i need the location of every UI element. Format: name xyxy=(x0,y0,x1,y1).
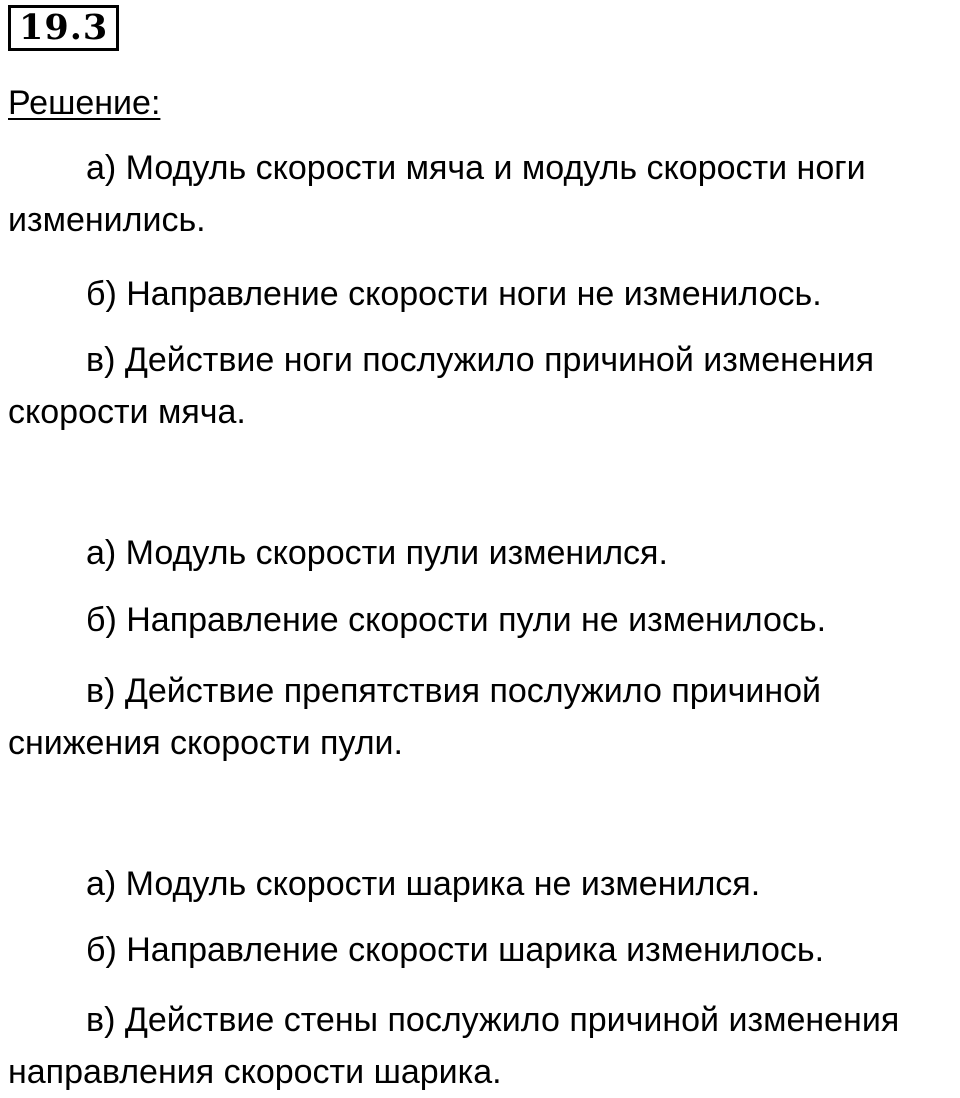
solution-heading: Решение: xyxy=(8,84,161,122)
task-number-box: 19.3 xyxy=(8,5,119,51)
answer-v-3: в) Действие стены послужило причиной изменения направления скорости шарика. xyxy=(8,1001,900,1091)
answer-b-3: б) Направление скорости шарика изменилось. xyxy=(86,931,825,969)
answer-v-2: в) Действие препятствия послужило причиной снижения скорости пули. xyxy=(8,672,822,762)
answer-a-1: а) Модуль скорости мяча и модуль скорости ноги изменились. xyxy=(8,149,866,239)
answer-a-2: а) Модуль скорости пули изменился. xyxy=(86,534,668,572)
answer-v-1: в) Действие ноги послужило причиной изменения скорости мяча. xyxy=(8,341,874,431)
answer-b-1: б) Направление скорости ноги не изменилось. xyxy=(86,275,822,313)
answer-a-3: а) Модуль скорости шарика не изменился. xyxy=(86,865,761,903)
answer-b-2: б) Направление скорости пули не изменилось. xyxy=(86,601,827,639)
